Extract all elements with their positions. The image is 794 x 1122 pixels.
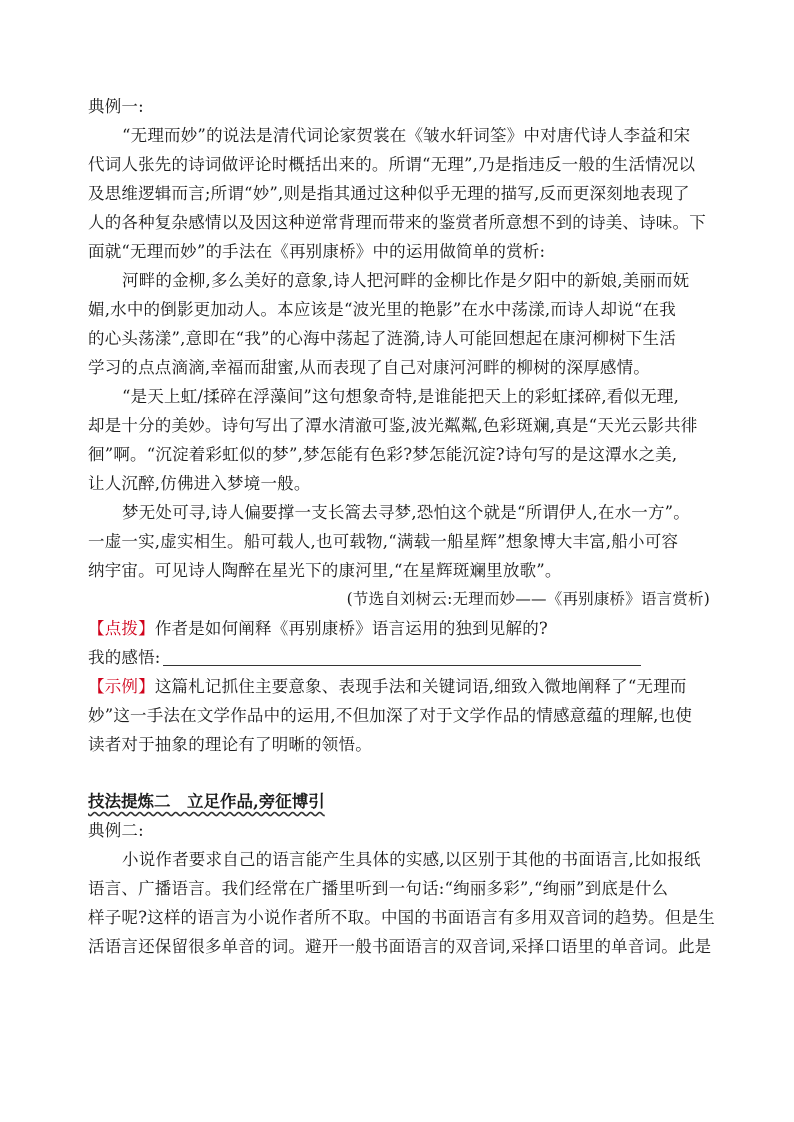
text-line: 这篇札记抓住主要意象、表现手法和关键词语,细致入微地阐释了“无理而 bbox=[154, 677, 687, 696]
text-line: 样子呢?这样的语言为小说作者所不取。中国的书面语言有多用双音词的趋势。但是生 bbox=[88, 908, 715, 927]
sample-answer bbox=[88, 672, 710, 759]
text-line: 学习的点点滴滴,幸福而甜蜜,从而表现了自己对康河河畔的柳树的深厚感情。 bbox=[88, 358, 650, 377]
example1-paragraph-4 bbox=[88, 498, 710, 585]
text-line: 徊”啊。“沉淀着彩虹似的梦”,梦怎能有色彩?梦怎能沉淀?诗句写的是这潭水之美, bbox=[88, 445, 678, 464]
text-line: 读者对于抽象的理论有了明晰的领悟。 bbox=[88, 735, 372, 754]
text-line: 妙”这一手法在文学作品中的运用,不但加深了对于文学作品的情感意蕴的理解,也使 bbox=[88, 706, 693, 725]
text-line: 小说作者要求自己的语言能产生具体的实感,以区别于其他的书面语言,比如报纸 bbox=[122, 850, 701, 869]
text-line: 语言、广播语言。我们经常在广播里听到一句话:“绚丽多彩”,“绚丽”到底是什么 bbox=[88, 879, 669, 898]
text-line: 却是十分的美妙。诗句写出了潭水清澈可鉴,波光粼粼,色彩斑斓,真是“天光云影共徘 bbox=[88, 416, 698, 435]
text-line: 梦无处可寻,诗人偏要撑一支长篙去寻梦,恐怕这个就是“所谓伊人,在水一方”。 bbox=[122, 503, 691, 522]
sample-tag: 【示例】 bbox=[88, 677, 155, 696]
text-line: 面就“无理而妙”的手法在《再别康桥》中的运用做简单的赏析: bbox=[88, 242, 546, 261]
document-page bbox=[88, 92, 715, 961]
example1-paragraph-3 bbox=[88, 382, 710, 498]
example2-paragraph-1 bbox=[88, 845, 715, 961]
example1-paragraph-2 bbox=[88, 266, 710, 382]
text-line: 一虚一实,虚实相生。船可载人,也可载物,“满载一船星辉”想象博大丰富,船小可容 bbox=[88, 532, 679, 551]
tip-tag: 【点拨】 bbox=[88, 619, 155, 638]
feel-line bbox=[88, 643, 710, 672]
example1-paragraph-1 bbox=[88, 121, 710, 266]
text-line: 媚,水中的倒影更加动人。本应该是“波光里的艳影”在水中荡漾,而诗人却说“在我 bbox=[88, 300, 676, 319]
answer-blank-line[interactable] bbox=[163, 664, 641, 666]
source-citation: (节选自刘树云:无理而妙——《再别康桥》语言赏析) bbox=[346, 590, 710, 608]
text-line: 活语言还保留很多单音的词。避开一般书面语言的双音词,采择口语里的单音词。此是 bbox=[88, 937, 712, 956]
text-line: 纳宇宙。可见诗人陶醉在星光下的康河里,“在星辉斑斓里放歌”。 bbox=[88, 561, 562, 580]
text-line: 人的各种复杂感情以及因这种逆常背理而带来的鉴赏者所意想不到的诗美、诗味。下 bbox=[88, 213, 706, 232]
tip-text: 作者是如何阐释《再别康桥》语言运用的独到见解的? bbox=[154, 619, 548, 638]
spacer bbox=[88, 759, 710, 787]
feel-label: 我的感悟: bbox=[88, 648, 161, 667]
tip-line bbox=[88, 614, 710, 643]
text-line: 代词人张先的诗词做评论时概括出来的。所谓“无理”,乃是指违反一般的生活情况以 bbox=[88, 155, 696, 174]
text-line: “无理而妙”的说法是清代词论家贺裳在《皱水轩词筌》中对唐代诗人李益和宋 bbox=[122, 126, 691, 145]
text-line: 的心头荡漾”,意即在“我”的心海中荡起了涟漪,诗人可能回想起在康河柳树下生活 bbox=[88, 329, 676, 348]
text-line: 及思维逻辑而言;所谓“妙”,则是指其通过这种似乎无理的描写,反而更深刻地表现了 bbox=[88, 184, 690, 203]
example1-label: 典例一: bbox=[88, 97, 144, 116]
sample-line-1 bbox=[88, 672, 710, 701]
section-heading-2: 技法提炼二 立足作品,旁征博引 bbox=[88, 792, 325, 811]
text-line: “是天上虹/揉碎在浮藻间”这句想象奇特,是谁能把天上的彩虹揉碎,看似无理, bbox=[122, 387, 680, 406]
text-line: 河畔的金柳,多么美好的意象,诗人把河畔的金柳比作是夕阳中的新娘,美丽而妩 bbox=[122, 271, 690, 290]
example2-label: 典例二: bbox=[88, 821, 144, 840]
text-line: 让人沉醉,仿佛进入梦境一般。 bbox=[88, 474, 311, 493]
